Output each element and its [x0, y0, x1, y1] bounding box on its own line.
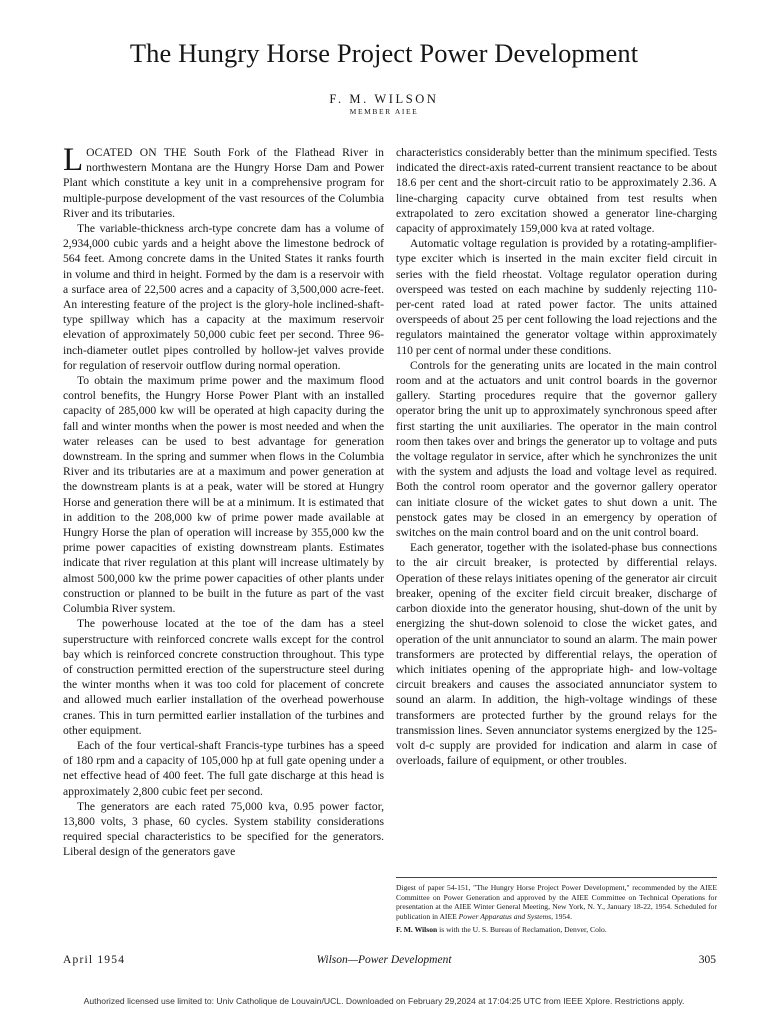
paragraph-operation: To obtain the maximum prime power and the maximum flood control benefits, the Hungry Horse Power Plant with an installed capacity of 285,000 kw will be operated at high capacity during the fall and winter months when the power is most needed and when the water releases can be used to best advantage for generation downstream. In the spring and summer when flows in the Columbia River and its tributaries are at a maximum and power generation at the downstream plants is at a peak, water will be stored at Hungry Horse and generation there will be at a minimum. It is estimated that in addition to the 208,000 kw of prime power made available at Hungry Horse the plan of operation will increase by 355,000 kw the prime power capacities of existing downstream plants. Estimates indicate that river regulation at this plant will increase ultimately by almost 500,000 kw the prime power capacities of other plants under construction or planned to be built in the future as part of the vast Columbia River system.: [63, 374, 384, 616]
footnote-digest-end: , 1954.: [551, 911, 572, 921]
right-column: [396, 145, 717, 768]
paragraph-characteristics: characteristics considerably better than the minimum specified. Tests indicated the direct-axis rated-current transient reactance to be about 18.6 per cent and the short-circuit ratio to be approximately 2.36. A line-charging capacity curve obtained from test results when extrapolated to zero excitation showed a generator line-charging capacity of approximately 159,000 kva at rated voltage.: [396, 146, 717, 236]
folio-date: April 1954: [63, 954, 126, 966]
drop-cap: L: [63, 142, 84, 178]
author-membership: MEMBER AIEE: [349, 107, 419, 116]
footnote-digest-text: Digest of paper 54-151, "The Hungry Horse Project Power Development," recommended by the AIEE Committee on Power Generation and approved by the AIEE Committee on Technical Operations for presentation at the AIEE Winter General Meeting, New York, N. Y., January 18-22, 1954. Scheduled for publication in AIEE: [396, 883, 717, 921]
footnote-author-name: F. M. Wilson: [396, 925, 438, 935]
author-name: F. M. WILSON: [329, 92, 439, 106]
footnote-digest: [396, 883, 717, 921]
paragraph-turbines: Each of the four vertical-shaft Francis-type turbines has a speed of 180 rpm and a capacity of 105,000 hp at full gate opening under a net effective head of 400 feet. The full gate discharge at this head is approximately 2,800 cubic feet per second.: [63, 738, 384, 798]
footnote-journal: Power Apparatus and Systems: [458, 911, 552, 921]
paragraph-powerhouse: The powerhouse located at the toe of the dam has a steel superstructure with reinforced concrete walls except for the control bay which is reinforced concrete construction throughout. This type of construction permitted erection of the superstructure steel during the winter months when it was too cold for placement of concrete and allowed much earlier installation of the overhead powerhouse cranes. This in turn permitted earlier installation of the turbines and other equipment.: [63, 617, 384, 737]
running-title: Wilson—Power Development: [316, 954, 452, 966]
lead-in: OCATED ON THE: [86, 146, 187, 159]
footnote-author-affiliation: is with the U. S. Bureau of Reclamation, Denver, Colo.: [437, 925, 607, 935]
paragraph-voltage-regulation: Automatic voltage regulation is provided by a rotating-amplifier-type exciter which is inserted in the main exciter field circuit in series with the field rheostat. Voltage regulator operation during overspeed was tested on each machine by suddenly rejecting 110-per-cent rated load at rated power factor. The units attained overspeeds of about 25 per cent following the load rejections and the regulators maintained the generator voltage within approximately 110 per cent of normal under these conditions.: [396, 237, 717, 357]
page-number: 305: [698, 954, 716, 966]
footnote: [396, 877, 717, 939]
download-notice: Authorized licensed use limited to: Univ Catholique de Louvain/UCL. Downloaded on February 29,2024 at 17:04:25 UTC from IEEE Xplore. Restrictions apply.: [83, 996, 685, 1006]
paragraph-generators: The generators are each rated 75,000 kva, 0.95 power factor, 13,800 volts, 3 phase, 60 cycles. System stability considerations required special characteristics to be specified for the generators. Liberal design of the generators gave: [63, 799, 384, 859]
paragraph-intro: [63, 142, 384, 221]
paragraph-dam: The variable-thickness arch-type concrete dam has a volume of 2,934,000 cubic yards and a height above the limestone bedrock of 564 feet. Among concrete dams in the United States it ranks fourth in volume and third in height. Formed by the dam is a reservoir with a surface area of 22,500 acres and a capacity of 3,500,000 acre-feet. An interesting feature of the project is the glory-hole inclined-shaft-type spillway which has a capacity at the maximum reservoir elevation of approximately 50,000 cubic feet per second. Three 96-inch-diameter outlet pipes controlled by hollow-jet valves provide for regulation of reservoir outflow during normal operation.: [63, 222, 384, 372]
footnote-author: [396, 925, 717, 935]
paragraph-controls: Controls for the generating units are located in the main control room and at the actuators and unit control boards in the governor gallery. Starting procedures require that the governor gallery operator bring the unit up to approximately synchronous speed after first starting the unit auxiliaries. The operator in the main control room then takes over and brings the generator up to voltage and puts the voltage regulator in service, after which he synchronizes the unit with the system and adjusts the load and voltage level as required. Both the control room operator and the governor gallery operator can initiate closure of the wicket gates to shut down a unit. The penstock gates may be closed in an emergency by operation of switches on the main control board and on the unit control board.: [396, 358, 717, 540]
left-column: [63, 142, 384, 860]
paper-title: The Hungry Horse Project Power Development: [129, 38, 639, 68]
paragraph-intro-text: South Fork of the Flathead River in northwestern Montana are the Hungry Horse Dam and Power Plant which constitute a key unit in a comprehensive program for multiple-purpose development of the vast resources of the Columbia River and its tributaries.: [63, 146, 384, 220]
paragraph-protection: Each generator, together with the isolated-phase bus connections to the air circuit breaker, is protected by differential relays. Operation of these relays initiates opening of the generator air circuit breaker, opening of the exciter field circuit breaker, discharge of carbon dioxide into the generator housing, shut-down of the unit by energizing the shut-down solenoid to close the wicket gates, and operation of the unit annunciator to sound an alarm. The main power transformers are protected by differential relays, the operation of which initiates opening of the appropriate high- and low-voltage circuit breakers and causes the associated annunciator system to sound an alarm. In addition, the high-voltage windings of these transformers are protected further by the ground relays for the transmission lines. Seven annunciator systems energized by the 125-volt d-c supply are provided for indication and alarm in case of overloads, failure of equipment, or other troubles.: [396, 541, 717, 768]
